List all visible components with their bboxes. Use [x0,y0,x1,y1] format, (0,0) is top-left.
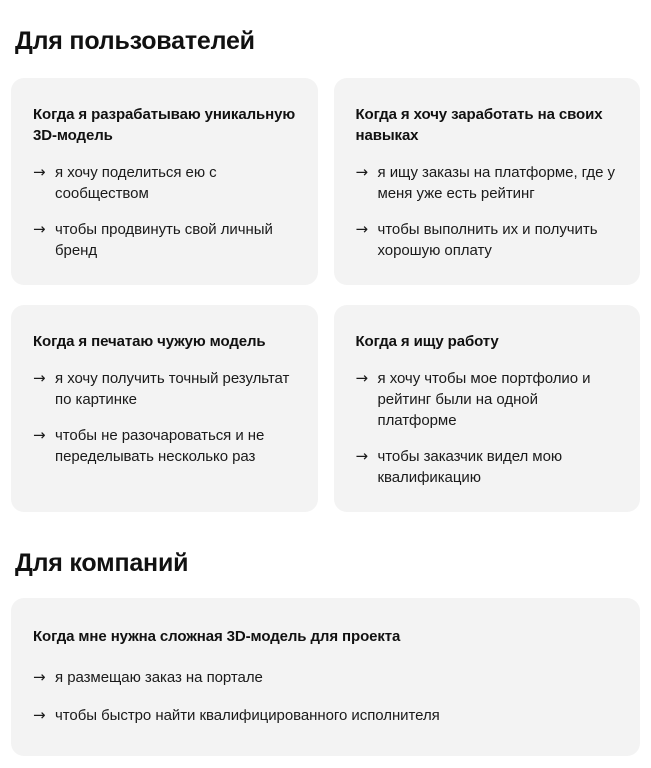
card-bullet-list [356,368,619,488]
list-item-text: я размещаю заказ на портале [55,669,263,686]
card-title: Когда я печатаю чужую модель [33,333,266,350]
card-earn-on-skills[interactable] [334,78,641,285]
list-item-text: чтобы заказчик видел мою квалификацию [377,448,563,486]
card-title: Когда я хочу заработать на своих навыках [355,106,603,144]
card-print-someone-elses-model[interactable] [11,305,318,512]
arrow-right-icon: → [33,706,46,724]
arrow-right-icon: → [355,220,369,238]
list-item-text: чтобы продвинуть свой личный бренд [55,221,273,259]
card-develop-unique-model[interactable] [11,78,318,285]
list-item-text: чтобы выполнить их и получить хорошую оплату [377,221,598,259]
list-item [33,219,296,261]
card-bullet-list [33,162,296,261]
card-title: Когда мне нужна сложная 3D-модель для проекта [33,628,401,645]
arrow-right-icon: → [33,426,46,444]
list-item-text: чтобы не разочароваться и не переделывать несколько раз [55,427,265,465]
list-item [33,162,296,204]
list-item-text: я хочу получить точный результат по картинке [55,370,290,408]
list-item-text: я хочу чтобы мое портфолио и рейтинг были на одной платформе [377,370,591,429]
section-heading-companies: Для компаний [15,549,189,577]
list-item-text: я хочу поделиться ею с сообществом [55,164,217,202]
list-item [33,425,296,467]
list-item [33,667,618,688]
list-item [356,162,619,204]
company-cards-grid [11,598,640,756]
list-item [33,705,618,726]
card-title: Когда я ищу работу [355,333,499,350]
card-title: Когда я разрабатываю уникальную 3D-модель [33,106,296,144]
arrow-right-icon: → [33,163,46,181]
list-item-text: я ищу заказы на платформе, где у меня уже есть рейтинг [377,164,615,202]
card-looking-for-job[interactable] [334,305,641,512]
list-item-text: чтобы быстро найти квалифицированного исполнителя [55,707,440,724]
section-heading-users: Для пользователей [15,27,255,55]
arrow-right-icon: → [33,220,46,238]
card-bullet-list [33,368,296,467]
user-cards-grid [11,78,640,512]
arrow-right-icon: → [33,668,46,686]
list-item [356,368,619,431]
card-need-complex-model[interactable] [11,598,640,756]
arrow-right-icon: → [355,447,369,465]
arrow-right-icon: → [33,369,46,387]
card-bullet-list [356,162,619,261]
list-item [356,446,619,488]
list-item [356,219,619,261]
card-bullet-list [33,667,618,726]
arrow-right-icon: → [355,163,369,181]
arrow-right-icon: → [355,369,369,387]
list-item [33,368,296,410]
